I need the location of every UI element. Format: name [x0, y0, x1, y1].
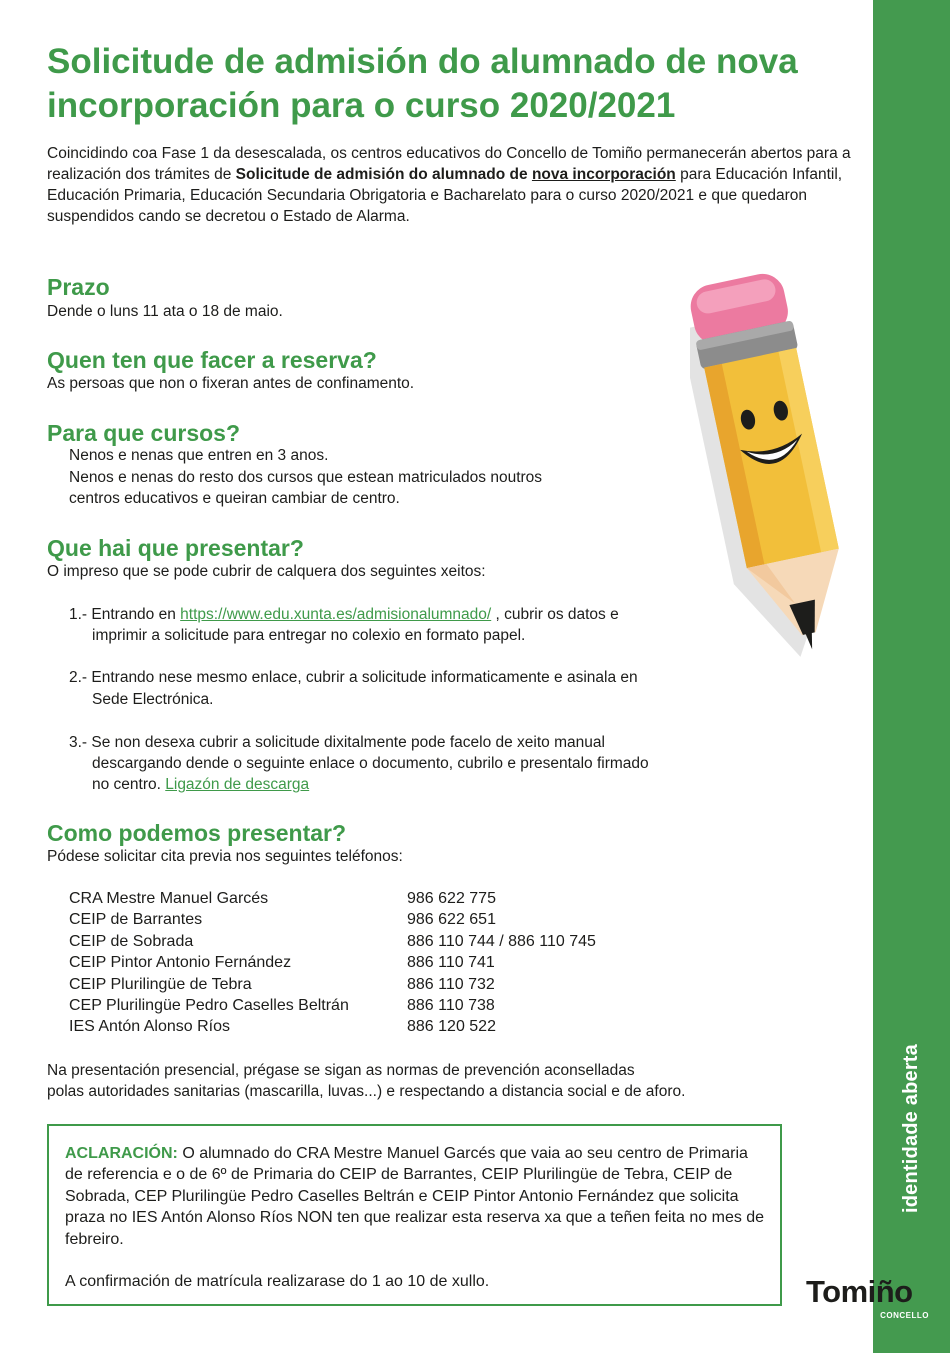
intro-bold: Solicitude de admisión do alumnado de — [235, 166, 532, 183]
section-heading-presentar: Que hai que presentar? — [47, 535, 304, 561]
confirmation-text: A confirmación de matrícula realizarase do 1 ao 10 de xullo. — [65, 1273, 490, 1291]
phone-row — [69, 1016, 596, 1037]
section-heading-cursos: Para que cursos? — [47, 420, 241, 446]
centre-phone: 986 622 651 — [407, 911, 496, 929]
centre-name: CRA Mestre Manuel Garcés — [69, 890, 269, 907]
centre-phone: 886 110 738 — [407, 997, 495, 1015]
tomino-logo — [806, 1274, 941, 1324]
option-3-line-1: 3.- Se non desexa cubrir a solicitude dixitalmente pode facelo de xeito manual — [69, 734, 605, 751]
centre-phone: 986 622 775 — [407, 890, 496, 907]
phone-row — [69, 931, 596, 952]
section-heading-quen: Quen ten que facer a reserva? — [47, 347, 377, 373]
option-1-suffix: , cubrir os datos e — [491, 606, 619, 623]
aclaracion-text-block — [65, 1143, 770, 1292]
option-1-line-1 — [69, 604, 619, 625]
option-2-line-2: Sede Electrónica. — [92, 691, 214, 708]
phone-row — [69, 974, 596, 995]
cursos-line-1: Nenos e nenas que entren en 3 anos. — [69, 447, 329, 464]
centre-phone: 886 110 732 — [407, 975, 495, 993]
option-2-line-1: 2.- Entrando nese mesmo enlace, cubrir a solicitude informaticamente e asinala en — [69, 669, 638, 686]
centre-name: CEIP de Sobrada — [69, 932, 194, 950]
logo-wordmark: Tomiño — [806, 1274, 913, 1309]
centre-phone: 886 120 522 — [407, 1018, 496, 1036]
section-heading-prazo: Prazo — [47, 274, 110, 300]
prazo-text: Dende o luns 11 ata o 18 de maio. — [47, 303, 283, 320]
page-title: Solicitude de admisión do alumnado de nova incorporación para o curso 2020/2021 — [47, 42, 798, 125]
option-3-line-2: descargando dende o seguinte enlace o documento, cubrilo e presentalo firmado — [92, 755, 649, 772]
centre-name: CEIP de Barrantes — [69, 911, 203, 929]
centre-name: IES Antón Alonso Ríos — [69, 1018, 230, 1036]
option-3-prefix: no centro. — [92, 776, 166, 793]
logo-subtitle: CONCELLO — [880, 1311, 929, 1320]
intro-bold-underline: nova incorporación — [531, 166, 676, 183]
option-1-prefix: 1.- Entrando en — [69, 606, 181, 623]
download-link[interactable]: Ligazón de descarga — [165, 776, 310, 793]
section-heading-como: Como podemos presentar? — [47, 820, 347, 846]
centre-name: CEP Plurilingüe Pedro Caselles Beltrán — [69, 997, 349, 1015]
sidebar-tagline — [876, 1038, 946, 1218]
como-text: Pódese solicitar cita previa nos seguintes teléfonos: — [47, 848, 403, 865]
presentar-text: O impreso que se pode cubrir de calquera dos seguintes xeitos: — [47, 563, 486, 580]
phone-row — [69, 888, 596, 909]
phone-list — [69, 888, 596, 1038]
aclaracion-box — [47, 1124, 782, 1306]
pencil-mascot-illustration — [690, 265, 855, 665]
intro-paragraph — [47, 143, 857, 227]
phone-row — [69, 952, 596, 973]
aclaracion-label: ACLARACIÓN: — [65, 1145, 178, 1162]
option-3-line-3 — [92, 774, 309, 795]
option-1-line-2: imprimir a solicitude para entregar no colexio en formato papel. — [92, 627, 526, 644]
prevention-note-line-1: Na presentación presencial, prégase se sigan as normas de prevención aconselladas — [47, 1062, 635, 1079]
intro-text-1: Coincidindo coa Fase 1 da desescalada, os centros educativos do Concello de Tomiño permanecerán abertos para a realización dos trámites de — [47, 145, 851, 183]
admision-link[interactable]: https://www.edu.xunta.es/admisionalumnado/ — [180, 606, 492, 623]
centre-phone: 886 110 741 — [407, 954, 495, 972]
cursos-line-3: centros educativos e queiran cambiar de centro. — [69, 490, 400, 507]
phone-row — [69, 909, 596, 930]
aclaracion-text: O alumnado do CRA Mestre Manuel Garcés que vaia ao seu centro de Primaria de referencia e o de 6º de Primaria do CEIP de Barrantes, CEIP Plurilingüe de Tebra, CEIP de Sobrada, CEP Plurilingüe Pedro Caselles Beltrán e CEIP Pintor Antonio Fernández que solicita praza no IES Antón Alonso Ríos NON ten que realizar esta reserva xa que a teñen feita no mes de febreiro. — [65, 1145, 765, 1248]
centre-name: CEIP Plurilingüe de Tebra — [69, 975, 252, 993]
quen-text: As persoas que non o fixeran antes de confinamento. — [47, 375, 415, 392]
prevention-note-line-2: polas autoridades sanitarias (mascarilla, luvas...) e respectando a distancia social e de aforo. — [47, 1083, 686, 1100]
sidebar-tagline-text: identidade aberta — [899, 1043, 922, 1213]
phone-row — [69, 995, 596, 1016]
cursos-line-2: Nenos e nenas do resto dos cursos que estean matriculados noutros — [69, 469, 543, 486]
centre-phone: 886 110 744 / 886 110 745 — [407, 932, 596, 950]
intro-text-2: para Educación Infantil, Educación Primaria, Educación Secundaria Obrigatoria e Bacharelato para o curso 2020/2021 e que quedaron suspendidos cando se decretou o Estado de Alarma. — [47, 166, 843, 225]
centre-name: CEIP Pintor Antonio Fernández — [69, 954, 292, 972]
